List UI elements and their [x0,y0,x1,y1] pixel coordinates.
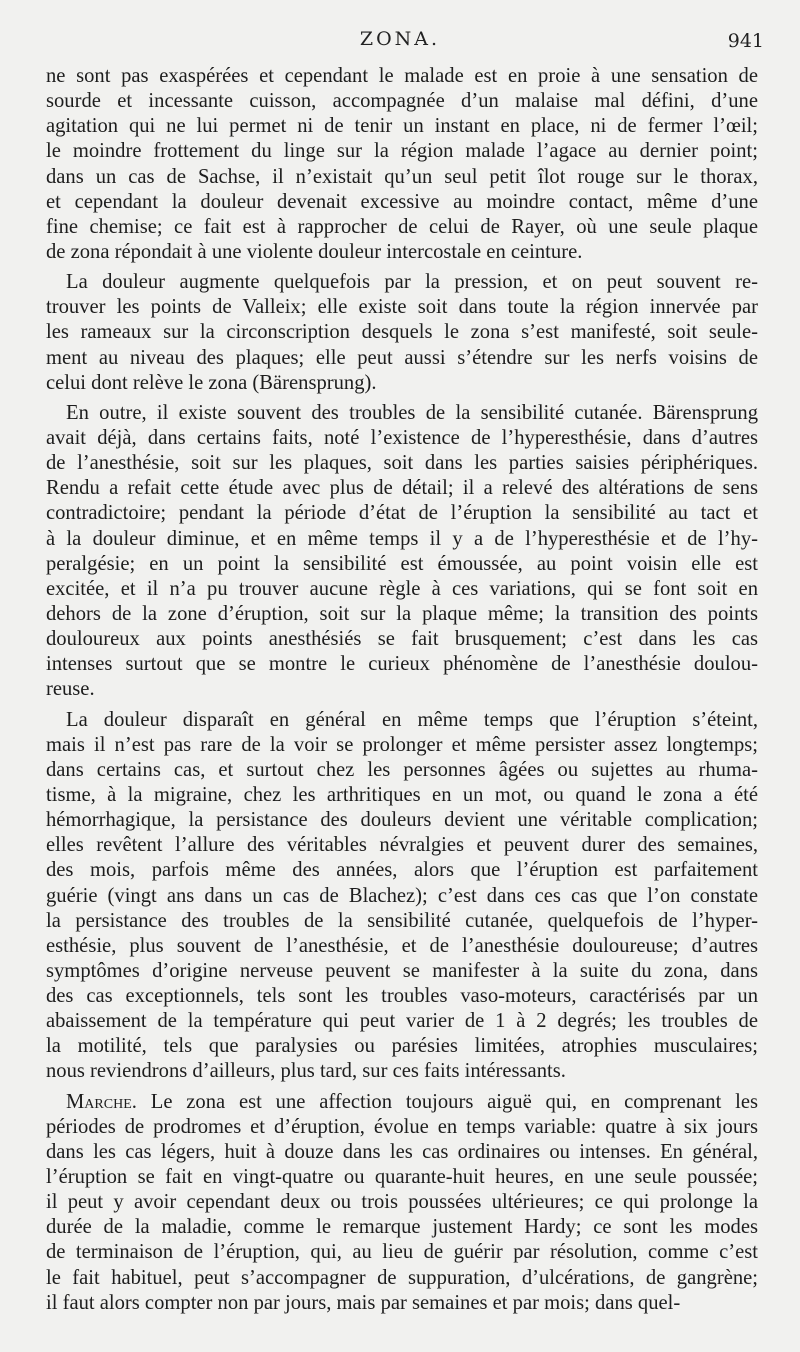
body-text [46,64,758,1316]
text-line: symptômes d’origine nerveuse peuvent se manifester à la suite du zona, dans [46,959,758,982]
text-line: l’éruption se fait en vingt-quatre ou quarante-huit heures, en une seule poussée; [46,1166,758,1189]
text-line: En outre, il existe souvent des troubles de la sensibilité cutanée. Bärensprung [66,401,758,424]
text-line: abaissement de la température qui peut varier de 1 à 2 degrés; les troubles de [46,1010,758,1033]
text-line: de zona répondait à une violente douleur intercostale en ceinture. [46,240,583,263]
text-line: fine chemise; ce fait est à rapprocher de celui de Rayer, où une seule plaque [46,215,758,238]
paragraph [46,708,758,1085]
text-line [46,1090,758,1115]
text-line: guérie (vingt ans dans un cas de Blachez); c’est dans ces cas que l’on constate [46,884,758,907]
text-line: peralgésie; en un point la sensibilité est émoussée, au point voisin elle est [46,552,758,575]
paragraph [46,270,758,396]
text-line: intenses surtout que se montre le curieux phénomène de l’anesthésie doulou- [46,653,758,676]
text-line: dehors de la zone d’éruption, soit sur la plaque même; la transition des points [46,602,758,625]
paragraph [46,64,758,265]
text-line: des cas exceptionnels, tels sont les troubles vaso-moteurs, caractérisés par un [46,985,758,1008]
text-line: ment au niveau des plaques; elle peut aussi s’étendre sur les nerfs voisins de [46,346,758,369]
text-line: hémorrhagique, la persistance des douleurs devient une véritable complication; [46,809,758,832]
text-line: dans certains cas, et surtout chez les personnes âgées ou sujettes au rhuma- [46,758,758,781]
text-line: elles revêtent l’allure des véritables névralgies et peuvent durer des semaines, [46,834,758,857]
text-line: dans les cas légers, huit à douze dans les cas ordinaires ou intenses. En général, [46,1140,758,1163]
text-line: avait déjà, dans certains faits, noté l’existence de l’hyperesthésie, dans d’autres [46,426,758,449]
text-line: trouver les points de Valleix; elle existe soit dans toute la région innervée par [46,296,758,319]
text-line: reuse. [46,678,95,701]
text-line: et cependant la douleur devenait excessive au moindre contact, même d’une [46,190,758,213]
text-line: contradictoire; pendant la période d’état de l’éruption la sensibilité au tact et [46,502,758,525]
text-line: douloureux aux points anesthésiés se fait brusquement; c’est dans les cas [46,628,758,651]
text-line: esthésie, plus souvent de l’anesthésie, et de l’anesthésie douloureuse; d’autres [46,934,758,957]
text-line: celui dont relève le zona (Bärensprung). [46,371,377,394]
text-line: la motilité, tels que paralysies ou parésies limitées, atrophies musculaires; [46,1035,758,1058]
text-line: La douleur augmente quelquefois par la pression, et on peut souvent re- [66,271,758,294]
text-line: La douleur disparaît en général en même temps que l’éruption s’éteint, [66,708,758,731]
page-number: 941 [727,30,764,52]
text-line: sourde et incessante cuisson, accompagnée d’un malaise mal défini, d’une [46,90,758,113]
text-line: mais il n’est pas rare de la voir se prolonger et même persister assez longtemps; [46,733,758,756]
text-line: durée de la maladie, comme le remarque justement Hardy; ce sont les modes [46,1216,758,1239]
text-line: le fait habituel, peut s’accompagner de suppuration, d’ulcérations, de gangrène; [46,1266,758,1289]
text-line: Rendu a refait cette étude avec plus de détail; il a relevé des altérations de sens [46,477,758,500]
text-line: agitation qui ne lui permet ni de tenir un instant en place, ni de fermer l’œil; [46,115,758,138]
text-line: tisme, à la migraine, chez les arthritiques en un mot, ou quand le zona a été [46,783,758,806]
text-line: les rameaux sur la circonscription desquels le zona s’est manifesté, soit seule- [46,321,758,344]
text-line: excitée, et il n’a pu trouver aucune règle à ces variations, qui se font soit en [46,577,758,600]
text-line: des mois, parfois même des années, alors que l’éruption est parfaitement [46,859,758,882]
text-line: le moindre frottement du linge sur la région malade l’agace au dernier point; [46,140,758,163]
text-line: la persistance des troubles de la sensibilité cutanée, quelquefois de l’hyper- [46,909,758,932]
text-line: à la douleur diminue, et en même temps il y a de l’hyperesthésie et de l’hy- [46,527,758,550]
text-line: de l’anesthésie, soit sur les plaques, soit dans les parties saisies périphériques. [46,452,758,475]
text-line: ne sont pas exaspérées et cependant le malade est en proie à une sensation de [46,65,758,87]
page-header [0,28,800,58]
text-run: Le zona est une affection toujours aiguë qui, en comprenant les [136,1090,758,1113]
text-line: il faut alors compter non par jours, mais par semaines et par mois; dans quel- [46,1291,681,1314]
section-lead: Marche. [66,1090,137,1113]
text-line: de terminaison de l’éruption, qui, au lieu de guérir par résolution, comme c’est [46,1241,758,1264]
text-line: périodes de prodromes et d’éruption, évolue en temps variable: quatre à six jours [46,1115,758,1138]
text-line: il peut y avoir cependant deux ou trois poussées ultérieures; ce qui prolonge la [46,1191,758,1214]
running-title: ZONA. [359,28,441,50]
paragraph [46,401,758,703]
text-line: dans un cas de Sachse, il n’existait qu’un seul petit îlot rouge sur le thorax, [46,165,758,188]
text-line: nous reviendrons d’ailleurs, plus tard, sur ces faits intéressants. [46,1060,566,1083]
paragraph [46,1090,758,1316]
